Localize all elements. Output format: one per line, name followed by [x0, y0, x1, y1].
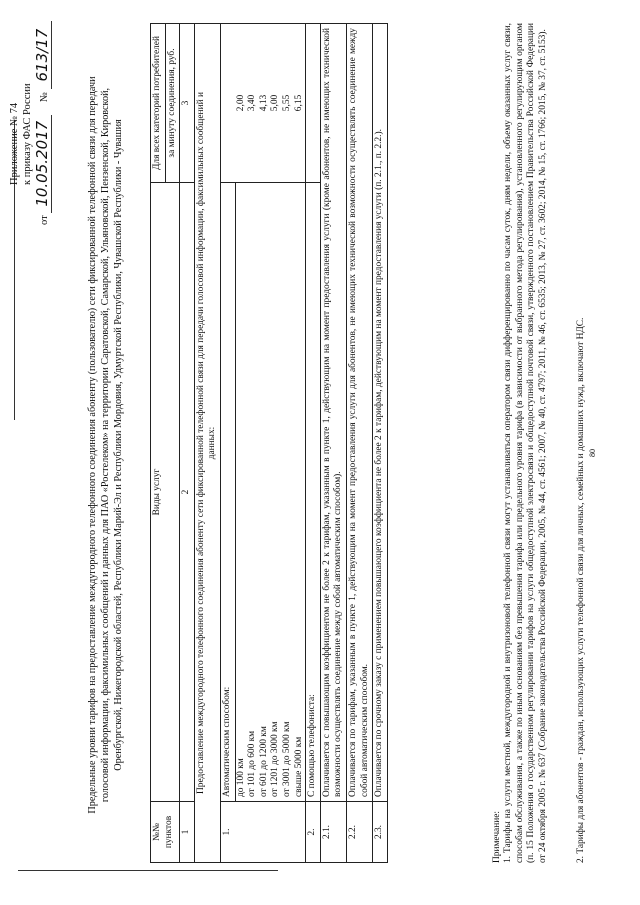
tariff-table — [150, 23, 388, 863]
item-number: 2. — [306, 802, 321, 863]
table-row — [306, 24, 321, 863]
distance-band: до 100 км — [235, 758, 246, 797]
appendix-label: Приложение № 74 — [9, 102, 20, 185]
distance-band: от 101 до 600 км — [247, 730, 258, 797]
auto-method-label: Автоматическим способом: — [221, 183, 236, 801]
header-item-number: №№ пунктов — [151, 802, 180, 863]
distance-band: от 3001 до 5000 км — [281, 721, 292, 797]
price-value: 5,00 — [270, 94, 281, 112]
price-value: 5,55 — [281, 94, 292, 112]
index-col-1: 1 — [180, 802, 195, 863]
item-number: 1. — [220, 802, 305, 863]
section-title-row — [194, 24, 220, 863]
table-row — [320, 24, 346, 863]
table-row — [220, 24, 305, 863]
index-col-3: 3 — [180, 24, 195, 183]
page-number: 80 — [588, 449, 597, 457]
distance-list — [220, 183, 305, 802]
table-row — [346, 24, 372, 863]
rule-text: Оплачивается по тарифам, указанным в пункте 1, действующим на момент предоставления услуги для абонентов, не имеющих технической возможности осуществлять соединение между собой автоматическим способом. — [346, 24, 372, 802]
item-number: 2.2. — [346, 802, 372, 863]
price-value: 2,00 — [235, 94, 246, 112]
table-index-row — [180, 24, 195, 863]
note-2: 2. Тарифы для абонентов - граждан, использующих услуги телефонной связи для личных, семейных и домашних нужд, включают НДС. — [576, 317, 586, 863]
item-number: 2.1. — [320, 802, 346, 863]
distance-band: от 1201 до 3000 км — [270, 721, 281, 797]
notes-heading: Примечание: — [492, 810, 502, 863]
section-title: Предоставление междугородного телефонного соединения абоненту сети фиксированной телефонной связи для передачи голосовой информации, факсимильных сообщений и данных: — [194, 24, 220, 863]
handwritten-number: 613/17 — [33, 21, 52, 90]
order-date-line — [33, 21, 51, 225]
table-header-row — [151, 24, 180, 863]
operator-label: С помощью телефониста: — [306, 183, 321, 802]
number-prefix: № — [39, 92, 50, 103]
header-service-type: Виды услуг — [151, 183, 180, 802]
header-tariff-title: Для всех категорий потребителей — [152, 36, 162, 170]
rule-text: Оплачивается с повышающим коэффициентом не более 2 к тарифам, указанным в пункте 1, действующим на момент предоставления услуги (кроме абонентов, не имеющих технической возможности осуществлять соединение между собой автоматическим способом). — [320, 24, 346, 802]
distance-band: свыше 5000 км — [293, 736, 304, 797]
note-1: 1. Тарифы на услуги местной, междугородной и внутризоновой телефонной связи могут устанавливаться оператором связи дифференцированно по часам суток, дням недели, объему оказанных услуг связи, способам обслуживания, а также по иным основаниям без превышения тарифа или предельного уровня тарифа (в зависимости от выбранного метода регулирования), установленного регулирующим органом (п. 15 Положения о государственном регулировании тарифов на услуги общедоступной электросвязи и общедоступной почтовой связи, утвержденного постановлением Правительства Российской Федерации от 24 октября 2005 г. № 637 (Собрание законодательства Российской Федерации, 2005, № 44, ст. 4561; 2007, № 40, ст. 4797; 2011, № 46, ст. 6535; 2013, № 27, ст. 3602; 2014, № 15, ст. 1766; 2015, № 37, ст. 5153). — [503, 23, 548, 863]
distance-band: от 601 до 1200 км — [258, 726, 269, 797]
rule-text: Оплачивается по срочному заказу с применением повышающего коэффициента не более 2 к тарифам, действующим на момент предоставления услуги (п. 2.1., п. 2.2.). — [373, 24, 388, 802]
index-col-2: 2 — [180, 183, 195, 802]
price-value: 6,15 — [293, 94, 304, 112]
item-number: 2.3. — [373, 802, 388, 863]
order-label: к приказу ФАС России — [22, 83, 33, 185]
price-value: 4,13 — [258, 94, 269, 112]
notes — [492, 23, 549, 863]
header-tariff — [151, 24, 180, 183]
document-title: Предельные уровни тарифов на предоставление междугородного телефонного соединения абоненту (пользователю) сети фиксированной телефонной связи для передачи голосовой информации, факсимильных сообщений и данных для ПАО «Ростелеком» на территории Саратовской, Самарской, Ульяновской, Пензенской, Кировской, Оренбургской, Нижегородской областей, Республики Марий-Эл и Республики Мордовия, Удмуртской Республики, Чувашской Республики - Чувашия — [87, 76, 125, 814]
price-list — [220, 24, 305, 183]
table-row — [373, 24, 388, 863]
header-tariff-unit: за минуту соединения, руб. — [165, 24, 179, 182]
date-prefix: от — [39, 215, 50, 225]
handwritten-date: 10.05.2017 — [33, 115, 52, 213]
empty-cell — [306, 24, 321, 183]
price-value: 3,40 — [247, 94, 258, 112]
